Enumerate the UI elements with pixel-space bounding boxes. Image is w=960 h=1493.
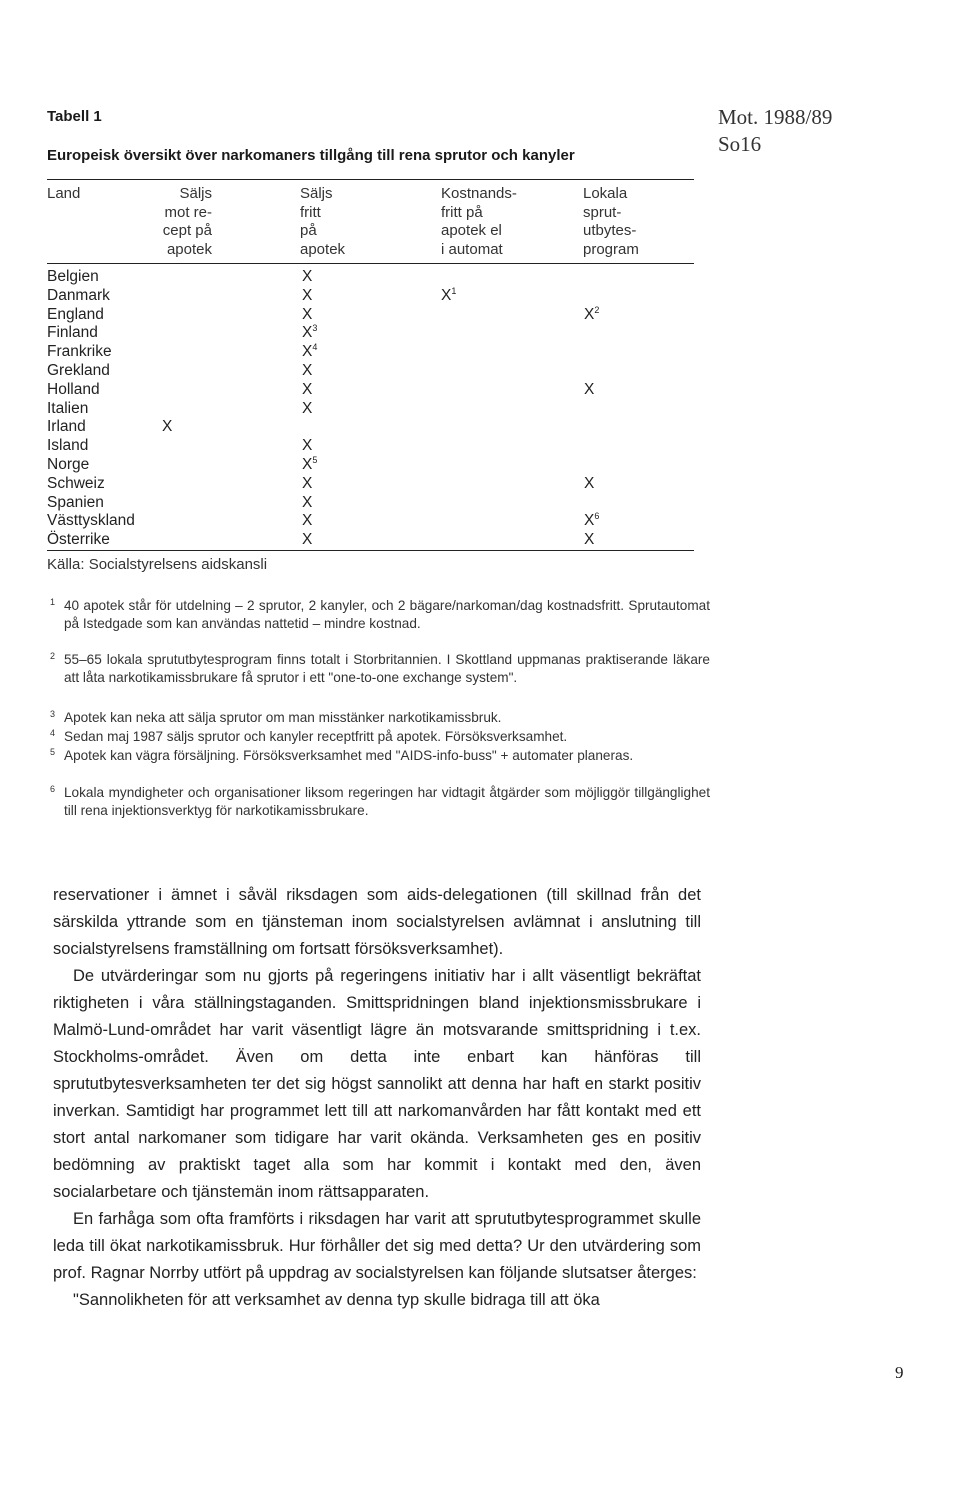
cell-value: X (302, 437, 313, 455)
footnote-marker: 2 (594, 304, 600, 315)
table-cell-land: England (47, 305, 104, 323)
cell-value: X (302, 268, 313, 285)
cell-value: X (302, 399, 313, 417)
table-cell-fritt (302, 267, 312, 286)
footnote (50, 747, 710, 765)
table-cell-land: Island (47, 437, 89, 455)
table-cell-kostnad (441, 286, 456, 305)
table-cell-lokala (584, 380, 594, 399)
footnote-marker: 6 (594, 511, 600, 522)
cell-value: X (302, 474, 313, 492)
footnote-number: 6 (50, 784, 56, 794)
table-cell-fritt (302, 530, 312, 549)
table-cell-fritt (302, 399, 312, 418)
footnote-number: 5 (50, 747, 56, 757)
table-cell-recept (162, 417, 172, 436)
footnote-number: 4 (50, 728, 56, 738)
footnote-marker: 4 (312, 342, 318, 353)
footnote-marker: 5 (312, 454, 318, 465)
paragraph: De utvärderingar som nu gjorts på regeringens initiativ har i allt väsentligt bekräftat riktigheten i våra ställningstaganden. Smittspridningen bland injektionsmissbrukare i Malmö-Lund-området har varit väsentligt lägre än motsvarande smittspridning i t.ex. Stockholms-området. Även om detta inte enbart kan hänföras till sprututbytesverksamheten ter det sig högst sannolikt att denna har haft en starkt positiv inverkan. Samtidigt har programmet lett till att narkomanvården har fått kontakt med ett stort antal narkomaner som tidigare har varit okända. Verksamheten ges en positiv bedömning av praktiskt taget alla som har kommit i kontakt med den, även socialarbetare och tjänstemän inom rättsapparaten. (53, 967, 701, 1201)
table-cell-fritt (302, 342, 317, 361)
cell-value: X (302, 324, 313, 342)
footnote-text: Sedan maj 1987 säljs sprutor och kanyler receptfritt på apotek. Försöksverksamhet. (64, 729, 568, 744)
table-title: Europeisk översikt över narkomaners tillgång till rena sprutor och kanyler (47, 147, 575, 164)
table-cell-land: Spanien (47, 493, 104, 511)
cell-value: X (162, 418, 173, 436)
footnote-text: 55–65 lokala sprututbytesprogram finns totalt i Storbritannien. I Skottland uppmanas praktiserande läkare att låta narkotikamissbrukare få sprutor i ett "one-to-one exchange system". (64, 652, 710, 685)
footnote (50, 651, 710, 686)
footnote (50, 597, 710, 632)
footnote (50, 784, 710, 819)
footnote-text: Lokala myndigheter och organisationer liksom regeringen har vidtagit åtgärder som möjliggör tillgänglighet till rena injektionsverktyg för narkotikamissbrukare. (64, 785, 710, 818)
page-number: 9 (895, 1363, 904, 1382)
cell-value: X (302, 343, 313, 361)
cell-value: X (584, 474, 595, 492)
paragraph: "Sannolikheten för att verksamhet av denna typ skulle bidraga till att öka (73, 1291, 600, 1309)
table-cell-lokala (584, 305, 599, 324)
body-text (53, 882, 701, 1314)
table-cell-land: Västtyskland (47, 512, 135, 530)
table-cell-fritt (302, 380, 312, 399)
footnote-text: Apotek kan vägra försäljning. Försöksverksamhet med "AIDS-info-buss" + automater planeras. (64, 748, 634, 763)
footnote (50, 728, 710, 746)
paragraph: reservationer i ämnet i såväl riksdagen som aids-delegationen (till skillnad från det särskilda yttrande som en tjänsteman inom socialstyrelsen avlämnat i anslutning till socialstyrelsens framställning om fortsatt försöksverksamhet). (53, 886, 701, 958)
table-cell-land: Holland (47, 380, 100, 398)
footnote-text: Apotek kan neka att sälja sprutor om man misstänker narkotikamissbruk. (64, 710, 502, 725)
cell-value: X (302, 380, 313, 398)
table-cell-lokala (584, 530, 594, 549)
table-cell-land: Finland (47, 324, 98, 342)
table-cell-fritt (302, 474, 312, 493)
table-cell-land: Schweiz (47, 474, 105, 492)
table-label: Tabell 1 (47, 108, 102, 125)
footnote-marker: 1 (451, 285, 457, 296)
cell-value: X (584, 531, 595, 549)
cell-value: X (584, 305, 595, 323)
cell-value: X (302, 305, 313, 323)
table-cell-land: Belgien (47, 268, 99, 285)
footnote-number: 1 (50, 597, 56, 607)
table-cell-land: Norge (47, 456, 90, 473)
cell-value: X (302, 456, 313, 473)
footnote-number: 3 (50, 709, 56, 719)
cell-value: X (584, 512, 595, 530)
footnote (50, 709, 710, 727)
table-header-rule (47, 263, 694, 264)
table-cell-lokala (584, 474, 594, 493)
table-top-rule (47, 179, 694, 180)
table-cell-fritt (302, 493, 312, 512)
table-cell-fritt (302, 323, 317, 342)
doc-ref: Mot. 1988/89 (718, 105, 833, 129)
table-cell-land: Irland (47, 418, 86, 436)
cell-value: X (302, 286, 313, 304)
col-header-land: Land (47, 185, 81, 202)
col-header-kostnad: Kostnands- fritt på apotek el i automat (441, 185, 517, 258)
table-cell-land: Italien (47, 399, 89, 417)
col-header-lokala: Lokala sprut- utbytes- program (583, 185, 639, 258)
paragraph: En farhåga som ofta framförts i riksdagen har varit att sprututbytesprogrammet skulle leda till ökat narkotikamissbruk. Hur förhåller det sig med detta? Ur den utvärdering som prof. Ragnar Norrby utfört på uppdrag av socialstyrelsen kan följande slutsatser återges: (53, 1210, 701, 1282)
table-cell-land: Frankrike (47, 343, 112, 361)
cell-value: X (302, 512, 313, 530)
table-cell-fritt (302, 511, 312, 530)
cell-value: X (302, 493, 313, 511)
cell-value: X (302, 362, 313, 379)
table-cell-fritt (302, 436, 312, 455)
document-reference (718, 104, 832, 158)
table-source: Källa: Socialstyrelsens aidskansli (47, 556, 268, 573)
cell-value: X (441, 286, 452, 304)
footnote-text: 40 apotek står för utdelning – 2 sprutor, 2 kanyler, och 2 bägare/narkoman/dag kostnadsfritt. Sprutautomat på Istedgade som kan användas nattetid – mindre kostnad. (64, 598, 710, 631)
table-cell-land: Grekland (47, 362, 110, 379)
cell-value: X (584, 380, 595, 398)
table-bottom-rule (47, 550, 694, 551)
table-cell-lokala (584, 511, 599, 530)
doc-code: So16 (718, 132, 762, 156)
col-header-fritt: Säljs fritt på apotek (300, 185, 346, 258)
col-header-recept: Säljs mot re- cept på apotek (162, 185, 212, 258)
table-cell-fritt (302, 305, 312, 324)
table-cell-fritt (302, 286, 312, 305)
table-cell-fritt (302, 455, 317, 474)
cell-value: X (302, 531, 313, 549)
footnote-marker: 3 (312, 323, 318, 334)
table-cell-land: Danmark (47, 286, 110, 304)
table-cell-land: Österrike (47, 531, 110, 549)
table-cell-fritt (302, 361, 312, 380)
footnote-number: 2 (50, 651, 56, 661)
